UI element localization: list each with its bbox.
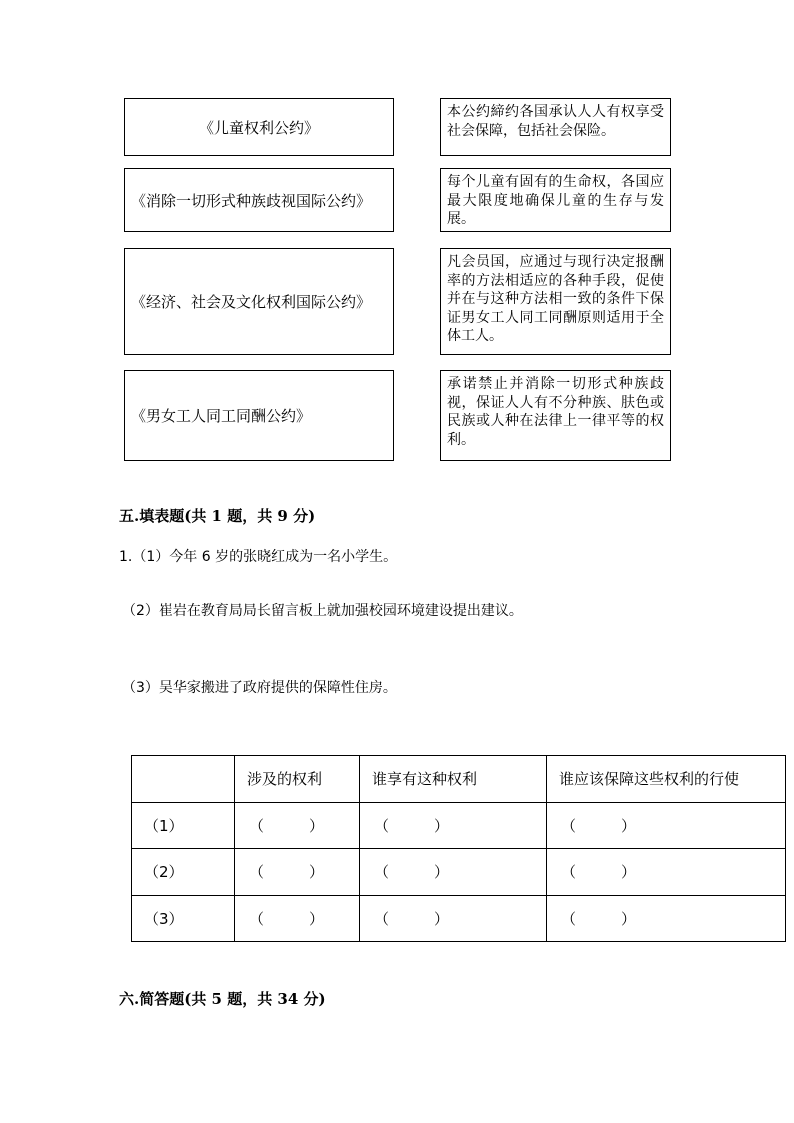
clause-text: 承诺禁止并消除一切形式种族歧视，保证人人有不分种族、肤色或民族或人种在法律上一律平等的权利。: [447, 376, 664, 448]
clause-text: 凡会员国，应通过与现行决定报酬率的方法相适应的各种手段，促使并在与这种方法相一致的条件下保证男女工人同工同酬原则适用于全体工人。: [447, 254, 664, 344]
answer-blank[interactable]: （ ）: [235, 849, 360, 896]
clause-box-1: [440, 98, 671, 156]
treaty-label: 《经济、社会及文化权利国际公约》: [131, 293, 372, 311]
table-row: [132, 802, 786, 849]
row-label: （1）: [132, 802, 235, 849]
treaty-label: 《儿童权利公约》: [198, 118, 319, 137]
answer-blank[interactable]: （ ）: [235, 895, 360, 942]
answer-blank[interactable]: （ ）: [360, 895, 547, 942]
treaty-box-4: [124, 370, 394, 461]
table-row: [132, 849, 786, 896]
clause-text: 本公约締约各国承认人人有权享受社会保障，包括社会保险。: [447, 104, 664, 139]
question-item: 1.（1）今年 6 岁的张晓红成为一名小学生。: [119, 549, 398, 565]
clause-box-2: [440, 168, 671, 232]
answer-blank[interactable]: （ ）: [547, 895, 786, 942]
treaty-box-1: [124, 98, 394, 156]
answer-blank[interactable]: （ ）: [547, 849, 786, 896]
table-header-cell: [132, 756, 235, 803]
clause-text: 每个儿童有固有的生命权，各国应最大限度地确保儿童的生存与发展。: [447, 174, 664, 227]
table-header-cell: 谁享有这种权利: [360, 756, 547, 803]
fill-in-table: [131, 755, 786, 942]
row-label: （2）: [132, 849, 235, 896]
answer-blank[interactable]: （ ）: [547, 802, 786, 849]
question-item: （3）吴华家搬进了政府提供的保障性住房。: [122, 680, 397, 696]
section-heading: 五.填表题(共 1 题，共 9 分): [119, 507, 316, 525]
clause-box-4: [440, 370, 671, 461]
table-header-cell: 谁应该保障这些权利的行使: [547, 756, 786, 803]
treaty-box-2: [124, 168, 394, 232]
treaty-box-3: [124, 248, 394, 355]
treaty-label: 《男女工人同工同酬公约》: [131, 407, 312, 425]
row-label: （3）: [132, 895, 235, 942]
treaty-label: 《消除一切形式种族歧视国际公约》: [131, 191, 372, 210]
answer-blank[interactable]: （ ）: [360, 849, 547, 896]
table-header-cell: 涉及的权利: [235, 756, 360, 803]
table-header-row: [132, 756, 786, 803]
section-heading: 六.简答题(共 5 题，共 34 分): [119, 990, 326, 1008]
answer-blank[interactable]: （ ）: [360, 802, 547, 849]
table-row: [132, 895, 786, 942]
question-item: （2）崔岩在教育局局长留言板上就加强校园环境建设提出建议。: [122, 603, 523, 619]
clause-box-3: [440, 248, 671, 355]
answer-blank[interactable]: （ ）: [235, 802, 360, 849]
